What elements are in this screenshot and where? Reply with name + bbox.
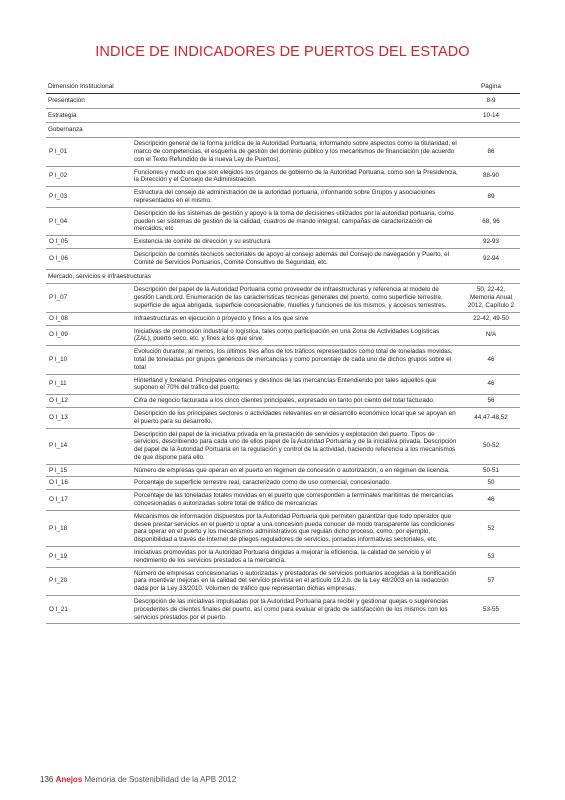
footer-page-number: 136	[40, 775, 54, 784]
indicator-code: P I_07	[46, 284, 132, 312]
page-ref: 46	[462, 374, 520, 395]
page-ref: 52	[462, 510, 520, 546]
table-row	[46, 428, 520, 464]
page-ref: 50-52	[462, 428, 520, 464]
indicator-description: Descripción del papel de la iniciativa privada en la prestación de servicios y explotación del puerto. Tipos de servicios, describiendo para cada uno de ellos papel de la Autoridad Portuaria y de la iniciativa privada. Descripción del papel de la Autoridad Portuaria en la regulación y control de la actividad, haciendo referencia a los mecanismos de que dispone para ello.	[132, 428, 462, 464]
indicator-description: Descripción de comités técnicos sectoriales de apoyo al consejo además del Consejo de navegación y Puerto, el Comité de Servicios Portuarios, Comité Consultivo de Seguridad, etc.	[132, 248, 462, 269]
table-row	[46, 325, 520, 346]
table-row	[46, 187, 520, 208]
page-ref: N/A	[462, 325, 520, 346]
table-header-row	[46, 82, 520, 93]
section-row	[46, 269, 520, 284]
indicator-code: P I_11	[46, 374, 132, 395]
indicator-description: Mecanismos de información dispuestos por la Autoridad Portuaria que permiten garantizar que todo operador que desee prestar servicios en el puerto u optar a una concesión pueda conocer de modo transparente las condiciones para operar en el puerto y los mecanismos administrativos que regulan dicho proceso, como, por ejemplo, disponibilidad a través de Internet de pliegos reguladores de servicios, jornadas informativas sectoriales, etc.	[132, 510, 462, 546]
table-row	[46, 510, 520, 546]
indicator-code: O I_13	[46, 407, 132, 428]
page-ref: 22-42, 49-50	[462, 312, 520, 325]
indicator-description: Funciones y modo en que son elegidos los órganos de gobierno de la Autoridad Portuaria, como son la Presidencia, la Dirección y el Consejo de Administración.	[132, 166, 462, 187]
indicator-code: P I_03	[46, 187, 132, 208]
page-ref: 53	[462, 547, 520, 568]
indicator-description: Iniciativas promovidas por la Autoridad Portuaria dirigidas a mejorar la eficiencia, la calidad de servicio y el rendimiento de los servicios prestados a la mercancía.	[132, 547, 462, 568]
indicator-code: P I_18	[46, 510, 132, 546]
page-ref	[462, 269, 520, 284]
indicator-description: Evolución durante, al menos, los últimos tres años de los tráficos representados como total de toneladas movidas, total de toneladas por grupos genéricos de mercancías y como porcentaje de cada uno de dichos grupos sobre el total	[132, 346, 462, 374]
indicator-description: Descripción de los principales sectores o actividades relevantes en el desarrollo económico local que se apoyan en el puerto para su desarrollo.	[132, 407, 462, 428]
table-row	[46, 346, 520, 374]
table-row	[46, 236, 520, 249]
indicator-code: O I_16	[46, 477, 132, 490]
page-header: Página	[462, 82, 520, 93]
table-row	[46, 248, 520, 269]
indicator-code: O I_17	[46, 490, 132, 511]
table-row	[46, 547, 520, 568]
page-ref: 46	[462, 346, 520, 374]
page-ref: 86	[462, 138, 520, 166]
indicator-description: Descripción general de la forma jurídica de la Autoridad Portuaria, informando sobre aspectos como la titularidad, el marco de competencias, el esquema de gestión del dominio público y los mecanismos de financiación (de acuerdo con el Texto Refundido de la nueva Ley de Puertos).	[132, 138, 462, 166]
indicator-description: Número de empresas concesionarias o autorizadas y prestadoras de servicios portuarios acogidas a la bonificación para incentivar mejoras en la calidad del servicio prevista en el artículo 19.2.b. de la Ley 48/2003 en la redacción dada por la Ley 33/2010. Volumen de tráfico que representan dichas empresas.	[132, 567, 462, 595]
indicator-description: Porcentaje de las toneladas totales movidas en el puerto que corresponden a terminales marítimas de mercancías concesionadas o autorizadas sobre total de tráfico de mercancías	[132, 490, 462, 511]
indicator-code: O I_06	[46, 248, 132, 269]
section-label: Estrategia	[46, 108, 462, 123]
indicator-code: P I_01	[46, 138, 132, 166]
section-label: Mercado, servicios e infraestructuras	[46, 269, 462, 284]
page-ref: 8-9	[462, 93, 520, 108]
indicator-description: Descripción del papel de la Autoridad Portuaria como proveedor de infraestructuras y referencia al modelo de gestión LandLord. Enumeración de las características técnicas generales del puerto, como superficie terrestre, superficie de agua abrigada, superficie concesionable, muelles y funciones de los mismos, y accesos terrestres.	[132, 284, 462, 312]
section-row	[46, 123, 520, 138]
page-ref: 53-55	[462, 596, 520, 624]
page-footer	[40, 775, 236, 784]
footer-publication: Memoria de Sostenibilidad de la APB 2012	[84, 775, 237, 784]
indicator-code: P I_15	[46, 464, 132, 477]
indicator-code: O I_05	[46, 236, 132, 249]
page-ref: 44,47-48,52	[462, 407, 520, 428]
page-ref	[462, 123, 520, 138]
page-ref: 46	[462, 490, 520, 511]
section-row	[46, 108, 520, 123]
page-ref: 88-90	[462, 166, 520, 187]
indicator-description: Hinterland y foreland. Principales orígenes y destinos de las mercancías Entendiendo por tales aquellos que suponen el 70% del tráfico del puerto.	[132, 374, 462, 395]
footer-section: Anejos	[55, 775, 83, 784]
table-row	[46, 407, 520, 428]
section-label: Gobernanza	[46, 123, 462, 138]
page-ref: 10-14	[462, 108, 520, 123]
table-row	[46, 490, 520, 511]
indicator-description: Porcentaje de superficie terrestre real, caracterizado como de uso comercial, concesionado.	[132, 477, 462, 490]
table-body	[46, 93, 520, 624]
indicator-code: P I_19	[46, 547, 132, 568]
indicator-description: Existencia de comité de dirección y su estructura	[132, 236, 462, 249]
table-row	[46, 477, 520, 490]
page-ref: 50-51	[462, 464, 520, 477]
page-ref: 50	[462, 477, 520, 490]
indicator-code: P I_14	[46, 428, 132, 464]
indicator-code: P I_20	[46, 567, 132, 595]
indicator-description: Infraestructuras en ejecución o proyecto y fines a los que sirve	[132, 312, 462, 325]
indicator-description: Estructura del consejo de administración de la autoridad portuaria, informando sobre Grupos y asociaciones representados en el mismo.	[132, 187, 462, 208]
section-label: Presentación	[46, 93, 462, 108]
page-ref: 92-94	[462, 248, 520, 269]
table-row	[46, 374, 520, 395]
indicator-description: Cifra de negocio facturada a los cinco clientes principales, expresado en tanto por ciento del total facturado.	[132, 395, 462, 408]
indicator-code: P I_10	[46, 346, 132, 374]
table-row	[46, 395, 520, 408]
table-row	[46, 596, 520, 624]
table-row	[46, 138, 520, 166]
indicator-code: P I_04	[46, 207, 132, 235]
table-row	[46, 567, 520, 595]
page-ref: 56	[462, 395, 520, 408]
indicator-code: O I_21	[46, 596, 132, 624]
indicator-code: O I_12	[46, 395, 132, 408]
indicator-code: O I_09	[46, 325, 132, 346]
indicator-code: P I_02	[46, 166, 132, 187]
table-row	[46, 464, 520, 477]
indicator-code: O I_08	[46, 312, 132, 325]
indicator-description: Descripción de las iniciativas impulsadas por la Autoridad Portuaria para recibir y gestionar quejas o sugerencias procedentes de clientes finales del puerto, así como para evaluar el grado de satisfacción de los mismos con los servicios prestados por el puerto.	[132, 596, 462, 624]
indicator-description: Iniciativas de promoción industrial o logística, tales como participación en una Zona de Actividades Logísticas (ZAL), puerto seco, etc. y fines a los que sirve.	[132, 325, 462, 346]
table-row	[46, 207, 520, 235]
page-ref: 89	[462, 187, 520, 208]
section-row	[46, 93, 520, 108]
table-row	[46, 166, 520, 187]
page-ref: 68, 96	[462, 207, 520, 235]
indicators-table	[46, 82, 520, 624]
table-row	[46, 284, 520, 312]
table-row	[46, 312, 520, 325]
page-ref: 50, 22-42, Memoria Anual 2012, Capítulo 2	[462, 284, 520, 312]
dimension-header: Dimensión Institucional	[46, 82, 462, 93]
page-title: INDICE DE INDICADORES DE PUERTOS DEL ESTADO	[95, 44, 470, 60]
page-ref: 92-93	[462, 236, 520, 249]
page-ref: 57	[462, 567, 520, 595]
indicator-description: Número de empresas que operan en el puerto en régimen de concesión o autorización, o en régimen de licencia.	[132, 464, 462, 477]
indicator-description: Descripción de los sistemas de gestión y apoyo a la toma de decisiones utilizados por la autoridad portuaria, como pueden ser sistemas de gestión de la calidad, cuadros de mando integral, campañas de caracterización de mercados, etc	[132, 207, 462, 235]
